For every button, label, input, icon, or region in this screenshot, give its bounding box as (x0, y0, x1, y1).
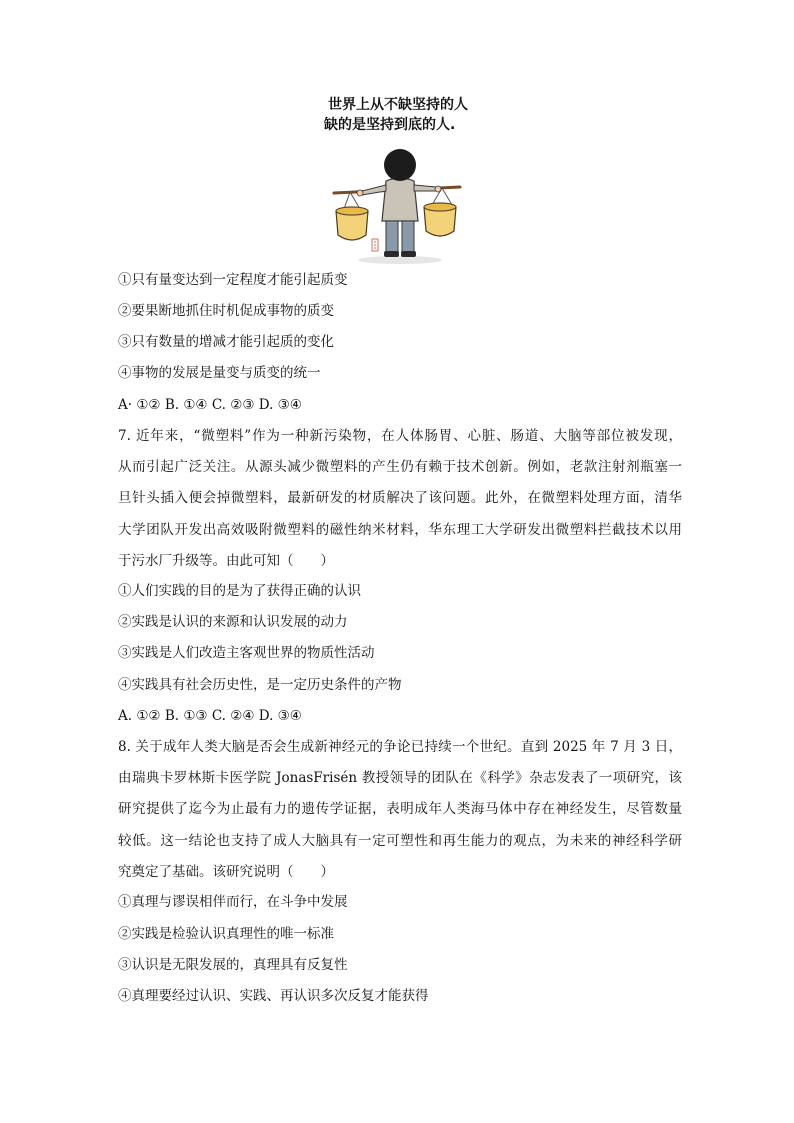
q8-option-3: ③认识是无限发展的，真理具有反复性 (118, 957, 348, 973)
q7-option-3: ③实践是人们改造主客观世界的物质性活动 (118, 645, 375, 661)
q8-stem-line: 较低。这一结论也支持了成人大脑具有一定可塑性和再生能力的观点，为未来的神经科学研 (118, 832, 682, 849)
q7-stem-line: 旦针头插入便会掉微塑料，最新研发的材质解决了该问题。此外，在微塑料处理方面，清华 (118, 490, 682, 507)
cartoon-caption (320, 95, 480, 135)
q7-answer-choices: A. ①② B. ①③ C. ②④ D. ③④ (118, 708, 302, 724)
q8-stem (118, 737, 682, 893)
cartoon-caption-line2: 缺的是坚持到底的人. (324, 117, 456, 133)
q8-stem-line: 8. 关于成年人类大脑是否会生成新神经元的争论已持续一个世纪。直到 2025 年 7 月 3 日， (118, 739, 682, 755)
q7-stem (118, 426, 682, 582)
q7-option-4: ④实践具有社会历史性，是一定历史条件的产物 (118, 677, 402, 693)
q8-option-1: ①真理与谬误相伴而行，在斗争中发展 (118, 894, 348, 910)
q8-option-4: ④真理要经过认识、实践、再认识多次反复才能获得 (118, 988, 429, 1004)
cartoon-figure (320, 95, 480, 267)
q6-option-1: ①只有量变达到一定程度才能引起质变 (118, 272, 348, 288)
q7-option-2: ②实践是认识的来源和认识发展的动力 (118, 614, 348, 630)
q8-option-2: ②实践是检验认识真理性的唯一标准 (118, 926, 334, 942)
q6-answer-choices: A· ①② B. ①④ C. ②③ D. ③④ (118, 397, 302, 413)
q8-stem-line: 研究提供了迄今为止最有力的遗传学证据，表明成年人类海马体中存在神经发生，尽管数量 (118, 801, 682, 818)
q7-option-1: ①人们实践的目的是为了获得正确的认识 (118, 583, 361, 599)
q7-stem-line: 大学团队开发出高效吸附微塑料的磁性纳米材料，华东理工大学研发出微塑料拦截技术以用 (118, 521, 682, 538)
q7-stem-line: 从而引起广泛关注。从源头减少微塑料的产生仍有赖于技术创新。例如，老款注射剂瓶塞一 (118, 459, 682, 476)
person-carrying-buckets-illustration (320, 147, 480, 267)
q7-stem-line: 7. 近年来，“微塑料”作为一种新污染物，在人体肠胃、心脏、肠道、大脑等部位被发现， (118, 428, 682, 444)
cartoon-caption-line1: 世界上从不缺坚持的人 (328, 97, 468, 113)
q8-stem-line: 由瑞典卡罗林斯卡医学院 JonasFrisén 教授领导的团队在《科学》杂志发表了一项研究，该 (118, 770, 682, 787)
q8-stem-line: 究奠定了基础。该研究说明（ ） (118, 863, 334, 880)
q6-option-4: ④事物的发展是量变与质变的统一 (118, 365, 321, 381)
q6-option-2: ②要果断地抓住时机促成事物的质变 (118, 303, 334, 319)
q7-stem-line: 于污水厂升级等。由此可知（ ） (118, 552, 334, 569)
q6-option-3: ③只有数量的增减才能引起质的变化 (118, 334, 334, 350)
